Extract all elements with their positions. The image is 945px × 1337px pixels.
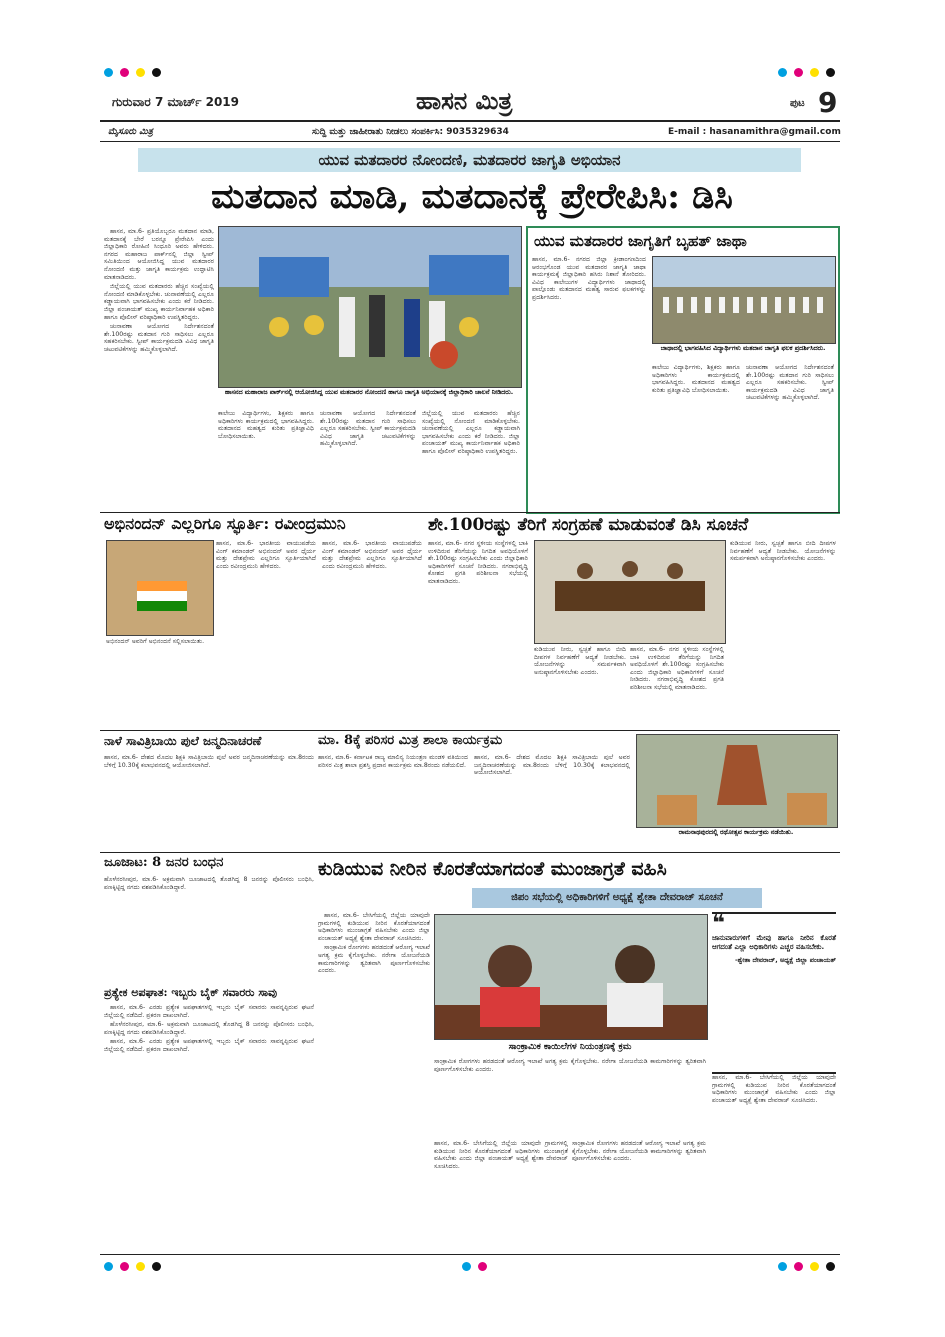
water-headline: ಕುಡಿಯುವ ನೀರಿನ ಕೊರತೆಯಾಗದಂತೆ ಮುಂಜಾಗ್ರತೆ ವಹಿಸಿ <box>318 858 667 880</box>
recovery-photo-scene <box>535 541 725 643</box>
school-col2: ಹಾಸನ, ಮಾ.6- ದೇಶದ ಮೊದಲ ಶಿಕ್ಷಕಿ ಸಾವಿತ್ರಿಬಾಯಿ ಪುಲೆ ಅವರ ಜನ್ಮದಿನಾಚರಣೆಯನ್ನು ಮಾ.8ರಂದು ಬೆಳಿಗ್ಗೆ 10.30ಕ್ಕೆ ಕಲಾಭವನದಲ್ಲಿ ಆಯೋಜಿಸಲಾಗಿದೆ. <box>474 754 630 777</box>
abhinandan-col3: ಹಾಸನ, ಮಾ.6- ಭಾರತೀಯ ವಾಯುಪಡೆಯ ವಿಂಗ್ ಕಮಾಂಡರ್ ಅಭಿನಂದನ್ ಅವರ ಧೈರ್ಯ ಮತ್ತು ದೇಶಪ್ರೇಮ ಎಲ್ಲರಿಗೂ ಸ್ಫೂರ್ತಿಯಾಗಿದೆ ಎಂದು ರವೀಂದ್ರಮುನಿ ಹೇಳಿದರು. <box>322 540 422 570</box>
recovery-col3: ಹಾಸನ, ಮಾ.6- ನಗರ ಸ್ಥಳೀಯ ಸಂಸ್ಥೆಗಳಲ್ಲಿ ಬಾಕಿ ಉಳಿದಿರುವ ತೆರಿಗೆಯನ್ನು ನಿಗದಿತ ಅವಧಿಯೊಳಗೆ ಶೇ.100ರಷ್ಟು ಸಂಗ್ರಹಿಸಬೇಕು ಎಂದು ಜಿಲ್ಲಾಧಿಕಾರಿ ಅಧಿಕಾರಿಗಳಿಗೆ ಸೂಚನೆ ನೀಡಿದರು. ನಗರಾಭಿವೃದ್ಧಿ ಕೋಶದ ಪ್ರಗತಿ ಪರಿಶೀಲನಾ ಸಭೆಯಲ್ಲಿ ಮಾತನಾಡಿದರು. <box>630 646 724 691</box>
quote-mark-icon: ❝ <box>712 911 725 936</box>
left-logo: ಮೈಸೂರು ಮಿತ್ರ <box>108 127 153 137</box>
lead-kicker-band <box>138 148 801 172</box>
recovery-col4: ಕುಡಿಯುವ ನೀರು, ಸ್ವಚ್ಛತೆ ಹಾಗೂ ಬೀದಿ ದೀಪಗಳ ನಿರ್ವಹಣೆಗೆ ಆದ್ಯತೆ ನೀಡಬೇಕು. ಯೋಜನೆಗಳನ್ನು ಸಮರ್ಪಕವಾಗಿ ಅನುಷ್ಠಾನಗೊಳಿಸಬೇಕು ಎಂದರು. <box>730 540 836 563</box>
water-below-photo: ಸಾಂಕ್ರಾಮಿಕ ರೋಗಗಳು ಹರಡದಂತೆ ಆರೋಗ್ಯ ಇಲಾಖೆ ಅಗತ್ಯ ಕ್ರಮ ಕೈಗೊಳ್ಳಬೇಕು. ನರೇಗಾ ಯೋಜನೆಯಡಿ ಕಾಮಗಾರಿಗಳನ್ನು ತ್ವರಿತವಾಗಿ ಪೂರ್ಣಗೊಳಿಸಬೇಕು ಎಂದರು. <box>434 1058 706 1073</box>
quote-by: -ಶ್ವೇತಾ ದೇವರಾಜ್, ಅಧ್ಯಕ್ಷೆ ಜಿಲ್ಲಾ ಪಂಚಾಯತ್ <box>734 956 836 964</box>
water-photo <box>434 914 708 1040</box>
school-headline: ಮಾ. 8ಕ್ಕೆ ಪರಿಸರ ಮಿತ್ರ ಶಾಲಾ ಕಾರ್ಯಕ್ರಮ <box>318 733 503 748</box>
abhinandan-col1: ಅಭಿನಂದನ್ ಅವರಿಗೆ ಅಭಿನಂದನೆ ಸಲ್ಲಿಸಲಾಯಿತು. <box>106 638 205 645</box>
contact-tagline: ಸುದ್ದಿ ಮತ್ತು ಜಾಹೀರಾತು ನೀಡಲು ಸಂಪರ್ಕಿಸಿ: 9035329634 <box>312 127 509 137</box>
lead-intro: ಹಾಸನ, ಮಾ.6- ಪ್ರತಿಯೊಬ್ಬರೂ ಮತದಾನ ಮಾಡಿ, ಮತದಾನಕ್ಕೆ ಬೇರೆ ಬರನ್ನೂ ಪ್ರೇರೇಪಿಸಿ ಎಂದು ಜಿಲ್ಲಾಧಿಕಾರಿ ರೋಹಿಣಿ ಸಿಂಧೂರಿ ಅವರು ಹೇಳಿದರು. ನಗರದ ಮಹಾರಾಜ ಪಾರ್ಕ್‌ನಲ್ಲಿ ಜಿಲ್ಲಾ ಸ್ವೀಪ್ ಸಮಿತಿಯಿಂದ ಆಯೋಜಿಸಿದ್ದ ಯುವ ಮತದಾರರ ನೋಂದಣಿ ಮತ್ತು ಜಾಗೃತಿ ಕಾರ್ಯಕ್ರಮ ಉದ್ಘಾಟಿಸಿ ಮಾತನಾಡಿದರು. ಜಿಲ್ಲೆಯಲ್ಲಿ ಯುವ ಮತದಾರರು ಹೆಚ್ಚಿನ ಸಂಖ್ಯೆಯಲ್ಲಿ ನೋಂದಣಿ ಮಾಡಿಕೊಳ್ಳಬೇಕು. ಚುನಾವಣೆಯಲ್ಲಿ ಎಲ್ಲರೂ ಕಡ್ಡಾಯವಾಗಿ ಭಾಗವಹಿಸಬೇಕು ಎಂದು ಕರೆ ನೀಡಿದರು. ಜಿಲ್ಲಾ ಪಂಚಾಯತ್ ಮುಖ್ಯ ಕಾರ್ಯನಿರ್ವಾಹಕ ಅಧಿಕಾರಿ ಹಾಗೂ ಪೊಲೀಸ್ ವರಿಷ್ಠಾಧಿಕಾರಿ ಉಪಸ್ಥಿತರಿದ್ದರು. ಚುನಾವಣಾ ಆಯೋಗದ ನಿರ್ದೇಶನದಂತೆ ಶೇ.100ರಷ್ಟು ಮತದಾನ ಗುರಿ ಸಾಧಿಸಲು ಎಲ್ಲರೂ ಸಹಕರಿಸಬೇಕು. ಸ್ವೀಪ್ ಕಾರ್ಯಕ್ರಮದಡಿ ವಿವಿಧ ಜಾಗೃತಿ ಚಟುವಟಿಕೆಗಳನ್ನು ಹಮ್ಮಿಕೊಳ್ಳಲಾಗಿದೆ. <box>104 228 214 353</box>
rally-box <box>526 226 840 514</box>
rally-col2: ಕಾಲೇಜು ವಿದ್ಯಾರ್ಥಿಗಳು, ಶಿಕ್ಷಕರು ಹಾಗೂ ಅಧಿಕಾರಿಗಳು ಕಾರ್ಯಕ್ರಮದಲ್ಲಿ ಭಾಗವಹಿಸಿದ್ದರು. ಮತದಾನದ ಮಹತ್ವದ ಕುರಿತು ಪ್ರತಿಜ್ಞಾವಿಧಿ ಬೋಧಿಸಲಾಯಿತು. <box>652 364 740 394</box>
recovery-col1: ಹಾಸನ, ಮಾ.6- ನಗರ ಸ್ಥಳೀಯ ಸಂಸ್ಥೆಗಳಲ್ಲಿ ಬಾಕಿ ಉಳಿದಿರುವ ತೆರಿಗೆಯನ್ನು ನಿಗದಿತ ಅವಧಿಯೊಳಗೆ ಶೇ.100ರಷ್ಟು ಸಂಗ್ರಹಿಸಬೇಕು ಎಂದು ಜಿಲ್ಲಾಧಿಕಾರಿ ಅಧಿಕಾರಿಗಳಿಗೆ ಸೂಚನೆ ನೀಡಿದರು. ನಗರಾಭಿವೃದ್ಧಿ ಕೋಶದ ಪ್ರಗತಿ ಪರಿಶೀಲನಾ ಸಭೆಯಲ್ಲಿ ಮಾತನಾಡಿದರು. <box>428 540 528 585</box>
quote-text: ಜಾನುವಾರುಗಳಿಗೆ ಮೇವು ಹಾಗೂ ನೀರಿನ ಕೊರತೆ ಆಗದಂತೆ ಎಲ್ಲಾ ಅಧಿಕಾರಿಗಳು ಎಚ್ಚರ ವಹಿಸಬೇಕು. <box>712 934 836 951</box>
abhinandan-photo-scene <box>107 541 213 635</box>
recovery-headline: ಶೇ.100ರಷ್ಟು ತೆರಿಗೆ ಸಂಗ್ರಹಣೆ ಮಾಡುವಂತೆ ಡಿಸಿ ಸೂಚನೆ <box>428 515 749 535</box>
abhinandan-headline: ಅಭಿನಂದನ್ ಎಲ್ಲರಿಗೂ ಸ್ಫೂರ್ತಿ: ರವೀಂದ್ರಮುನಿ <box>104 514 346 533</box>
lead-headline: ಮತದಾನ ಮಾಡಿ, ಮತದಾನಕ್ಕೆ ಪ್ರೇರೇಪಿಸಿ: ಡಿಸಿ <box>211 176 733 217</box>
lead-kicker: ಯುವ ಮತದಾರರ ನೋಂದಣಿ, ಮತದಾರರ ಜಾಗೃತಿ ಅಭಿಯಾನ <box>318 151 621 169</box>
lead-col2: ಕಾಲೇಜು ವಿದ್ಯಾರ್ಥಿಗಳು, ಶಿಕ್ಷಕರು ಹಾಗೂ ಅಧಿಕಾರಿಗಳು ಕಾರ್ಯಕ್ರಮದಲ್ಲಿ ಭಾಗವಹಿಸಿದ್ದರು. ಮತದಾನದ ಮಹತ್ವದ ಕುರಿತು ಪ್ರತಿಜ್ಞಾವಿಧಿ ಬೋಧಿಸಲಾಯಿತು. <box>218 410 314 440</box>
rally-body: ಹಾಸನ, ಮಾ.6- ನಗರದ ಜಿಲ್ಲಾ ಕ್ರೀಡಾಂಗಣದಿಂದ ಆರಂಭಗೊಂಡ ಯುವ ಮತದಾರರ ಜಾಗೃತಿ ಜಾಥಾ ಕಾರ್ಯಕ್ರಮಕ್ಕೆ ಜಿಲ್ಲಾಧಿಕಾರಿ ಹಸಿರು ನಿಶಾನೆ ತೋರಿದರು. ವಿವಿಧ ಕಾಲೇಜುಗಳ ವಿದ್ಯಾರ್ಥಿಗಳು ಜಾಥಾದಲ್ಲಿ ಪಾಲ್ಗೊಂಡು ಮತದಾನದ ಮಹತ್ವ ಸಾರುವ ಫಲಕಗಳನ್ನು ಪ್ರದರ್ಶಿಸಿದರು. <box>532 256 646 301</box>
water-col-b2: ಸಾಂಕ್ರಾಮಿಕ ರೋಗಗಳು ಹರಡದಂತೆ ಆರೋಗ್ಯ ಇಲಾಖೆ ಅಗತ್ಯ ಕ್ರಮ ಕೈಗೊಳ್ಳಬೇಕು. ನರೇಗಾ ಯೋಜನೆಯಡಿ ಕಾಮಗಾರಿಗಳನ್ನು ತ್ವರಿತವಾಗಿ ಪೂರ್ಣಗೊಳಿಸಬೇಕು ಎಂದರು. <box>572 1140 706 1163</box>
school-col1: ಹಾಸನ, ಮಾ.6- ಕರ್ನಾಟಕ ರಾಜ್ಯ ಮಾಲಿನ್ಯ ನಿಯಂತ್ರಣ ಮಂಡಳಿ ವತಿಯಿಂದ ಪರಿಸರ ಮಿತ್ರ ಶಾಲಾ ಪ್ರಶಸ್ತಿ ಪ್ರದಾನ ಕಾರ್ಯಕ್ರಮ ಮಾ.8ರಂದು ನಡೆಯಲಿದೆ. <box>318 754 468 769</box>
abhinandan-photo <box>106 540 214 636</box>
lead-col4: ಜಿಲ್ಲೆಯಲ್ಲಿ ಯುವ ಮತದಾರರು ಹೆಚ್ಚಿನ ಸಂಖ್ಯೆಯಲ್ಲಿ ನೋಂದಣಿ ಮಾಡಿಕೊಳ್ಳಬೇಕು. ಚುನಾವಣೆಯಲ್ಲಿ ಎಲ್ಲರೂ ಕಡ್ಡಾಯವಾಗಿ ಭಾಗವಹಿಸಬೇಕು ಎಂದು ಕರೆ ನೀಡಿದರು. ಜಿಲ್ಲಾ ಪಂಚಾಯತ್ ಮುಖ್ಯ ಕಾರ್ಯನಿರ್ವಾಹಕ ಅಧಿಕಾರಿ ಹಾಗೂ ಪೊಲೀಸ್ ವರಿಷ್ಠಾಧಿಕಾರಿ ಉಪಸ್ಥಿತರಿದ್ದರು. <box>422 410 520 455</box>
accident-headline: ಪ್ರತ್ಯೇಕ ಅಪಘಾತ: ಇಬ್ಬರು ಬೈಕ್ ಸವಾರರು ಸಾವು <box>104 986 278 999</box>
page-number: 9 <box>818 86 838 119</box>
gambling-body: ಹೊಳೆನರಸೀಪುರ, ಮಾ.6- ಅಕ್ರಮವಾಗಿ ಜೂಜಾಟದಲ್ಲಿ ತೊಡಗಿದ್ದ 8 ಜನರನ್ನು ಪೊಲೀಸರು ಬಂಧಿಸಿ, ಪಣಕ್ಕಿಟ್ಟಿದ್ದ ನಗದು ವಶಪಡಿಸಿಕೊಂಡಿದ್ದಾರೆ. <box>104 876 314 891</box>
rally-photo <box>652 256 836 344</box>
chariot-caption: ರಾಮನಾಥಪುರದಲ್ಲಿ ರಥೋತ್ಸವ ಕಾರ್ಯಕ್ರಮ ನಡೆಯಿತು. <box>678 828 794 836</box>
abhinandan-col2: ಹಾಸನ, ಮಾ.6- ಭಾರತೀಯ ವಾಯುಪಡೆಯ ವಿಂಗ್ ಕಮಾಂಡರ್ ಅಭಿನಂದನ್ ಅವರ ಧೈರ್ಯ ಮತ್ತು ದೇಶಪ್ರೇಮ ಎಲ್ಲರಿಗೂ ಸ್ಫೂರ್ತಿಯಾಗಿದೆ ಎಂದು ರವೀಂದ್ರಮುನಿ ಹೇಳಿದರು. <box>216 540 316 570</box>
water-col-b1: ಹಾಸನ, ಮಾ.6- ಬೇಸಿಗೆಯಲ್ಲಿ ಜಿಲ್ಲೆಯ ಯಾವುದೇ ಗ್ರಾಮಗಳಲ್ಲಿ ಕುಡಿಯುವ ನೀರಿನ ಕೊರತೆಯಾಗದಂತೆ ಅಧಿಕಾರಿಗಳು ಮುಂಜಾಗ್ರತೆ ವಹಿಸಬೇಕು ಎಂದು ಜಿಲ್ಲಾ ಪಂಚಾಯತ್ ಅಧ್ಯಕ್ಷೆ ಶ್ವೇತಾ ದೇವರಾಜ್ ಸೂಚಿಸಿದರು. <box>434 1140 568 1170</box>
gambling-headline: ಜೂಜಾಟ: 8 ಜನರ ಬಂಧನ <box>104 855 224 870</box>
water-subhead: ಜಿಪಂ ಸಭೆಯಲ್ಲಿ ಅಧಿಕಾರಿಗಳಿಗೆ ಅಧ್ಯಕ್ಷೆ ಶ್ವೇತಾ ದೇವರಾಜ್ ಸೂಚನೆ <box>472 888 762 908</box>
lead-col3: ಚುನಾವಣಾ ಆಯೋಗದ ನಿರ್ದೇಶನದಂತೆ ಶೇ.100ರಷ್ಟು ಮತದಾನ ಗುರಿ ಸಾಧಿಸಲು ಎಲ್ಲರೂ ಸಹಕರಿಸಬೇಕು. ಸ್ವೀಪ್ ಕಾರ್ಯಕ್ರಮದಡಿ ವಿವಿಧ ಜಾಗೃತಿ ಚಟುವಟಿಕೆಗಳನ್ನು ಹಮ್ಮಿಕೊಳ್ಳಲಾಗಿದೆ. <box>320 410 416 448</box>
issue-date: ಗುರುವಾರ 7 ಮಾರ್ಚ್ 2019 <box>112 95 239 109</box>
rally-col3: ಚುನಾವಣಾ ಆಯೋಗದ ನಿರ್ದೇಶನದಂತೆ ಶೇ.100ರಷ್ಟು ಮತದಾನ ಗುರಿ ಸಾಧಿಸಲು ಎಲ್ಲರೂ ಸಹಕರಿಸಬೇಕು. ಸ್ವೀಪ್ ಕಾರ್ಯಕ್ರಮದಡಿ ವಿವಿಧ ಜಾಗೃತಿ ಚಟುವಟಿಕೆಗಳನ್ನು ಹಮ್ಮಿಕೊಳ್ಳಲಾಗಿದೆ. <box>746 364 834 402</box>
newspaper-title: ಹಾಸನ ಮಿತ್ರ <box>416 86 513 115</box>
accident-body: ಹಾಸನ, ಮಾ.6- ಎರಡು ಪ್ರತ್ಯೇಕ ಅಪಘಾತಗಳಲ್ಲಿ ಇಬ್ಬರು ಬೈಕ್ ಸವಾರರು ಸಾವನ್ನಪ್ಪಿರುವ ಘಟನೆ ಜಿಲ್ಲೆಯಲ್ಲಿ ನಡೆದಿದೆ. ಪ್ರಕರಣ ದಾಖಲಾಗಿದೆ. ಹೊಳೆನರಸೀಪುರ, ಮಾ.6- ಅಕ್ರಮವಾಗಿ ಜೂಜಾಟದಲ್ಲಿ ತೊಡಗಿದ್ದ 8 ಜನರನ್ನು ಪೊಲೀಸರು ಬಂಧಿಸಿ, ಪಣಕ್ಕಿಟ್ಟಿದ್ದ ನಗದು ವಶಪಡಿಸಿಕೊಂಡಿದ್ದಾರೆ. ಹಾಸನ, ಮಾ.6- ಎರಡು ಪ್ರತ್ಯೇಕ ಅಪಘಾತಗಳಲ್ಲಿ ಇಬ್ಬರು ಬೈಕ್ ಸವಾರರು ಸಾವನ್ನಪ್ಪಿರುವ ಘಟನೆ ಜಿಲ್ಲೆಯಲ್ಲಿ ನಡೆದಿದೆ. ಪ್ರಕರಣ ದಾಖಲಾಗಿದೆ. <box>104 1004 314 1053</box>
chariot-photo <box>636 734 838 828</box>
savitribai-headline: ನಾಳೆ ಸಾವಿತ್ರಿಬಾಯಿ ಪುಲೆ ಜನ್ಮದಿನಾಚರಣೆ <box>104 734 262 748</box>
recovery-photo <box>534 540 726 644</box>
rally-headline: ಯುವ ಮತದಾರರ ಜಾಗೃತಿಗೆ ಬೃಹತ್ ಜಾಥಾ <box>534 232 747 250</box>
rally-photo-scene <box>653 257 835 343</box>
lead-photo-scene <box>219 227 521 387</box>
email: E-mail : hasanamithra@gmail.com <box>668 127 841 137</box>
savitribai-body: ಹಾಸನ, ಮಾ.6- ದೇಶದ ಮೊದಲ ಶಿಕ್ಷಕಿ ಸಾವಿತ್ರಿಬಾಯಿ ಪುಲೆ ಅವರ ಜನ್ಮದಿನಾಚರಣೆಯನ್ನು ಮಾ.8ರಂದು ಬೆಳಿಗ್ಗೆ 10.30ಕ್ಕೆ ಕಲಾಭವನದಲ್ಲಿ ಆಯೋಜಿಸಲಾಗಿದೆ. <box>104 754 314 769</box>
water-col1: ಹಾಸನ, ಮಾ.6- ಬೇಸಿಗೆಯಲ್ಲಿ ಜಿಲ್ಲೆಯ ಯಾವುದೇ ಗ್ರಾಮಗಳಲ್ಲಿ ಕುಡಿಯುವ ನೀರಿನ ಕೊರತೆಯಾಗದಂತೆ ಅಧಿಕಾರಿಗಳು ಮುಂಜಾಗ್ರತೆ ವಹಿಸಬೇಕು ಎಂದು ಜಿಲ್ಲಾ ಪಂಚಾಯತ್ ಅಧ್ಯಕ್ಷೆ ಶ್ವೇತಾ ದೇವರಾಜ್ ಸೂಚಿಸಿದರು. ಸಾಂಕ್ರಾಮಿಕ ರೋಗಗಳು ಹರಡದಂತೆ ಆರೋಗ್ಯ ಇಲಾಖೆ ಅಗತ್ಯ ಕ್ರಮ ಕೈಗೊಳ್ಳಬೇಕು. ನರೇಗಾ ಯೋಜನೆಯಡಿ ಕಾಮಗಾರಿಗಳನ್ನು ತ್ವರಿತವಾಗಿ ಪೂರ್ಣಗೊಳಿಸಬೇಕು ಎಂದರು. <box>318 912 430 975</box>
quote-box <box>712 912 836 1074</box>
water-col-right: ಹಾಸನ, ಮಾ.6- ಬೇಸಿಗೆಯಲ್ಲಿ ಜಿಲ್ಲೆಯ ಯಾವುದೇ ಗ್ರಾಮಗಳಲ್ಲಿ ಕುಡಿಯುವ ನೀರಿನ ಕೊರತೆಯಾಗದಂತೆ ಅಧಿಕಾರಿಗಳು ಮುಂಜಾಗ್ರತೆ ವಹಿಸಬೇಕು ಎಂದು ಜಿಲ್ಲಾ ಪಂಚಾಯತ್ ಅಧ್ಯಕ್ಷೆ ಶ್ವೇತಾ ದೇವರಾಜ್ ಸೂಚಿಸಿದರು. <box>712 1074 836 1104</box>
recovery-col2: ಕುಡಿಯುವ ನೀರು, ಸ್ವಚ್ಛತೆ ಹಾಗೂ ಬೀದಿ ದೀಪಗಳ ನಿರ್ವಹಣೆಗೆ ಆದ್ಯತೆ ನೀಡಬೇಕು. ಯೋಜನೆಗಳನ್ನು ಸಮರ್ಪಕವಾಗಿ ಅನುಷ್ಠಾನಗೊಳಿಸಬೇಕು ಎಂದರು. <box>534 646 626 676</box>
rally-caption: ಜಾಥಾದಲ್ಲಿ ಭಾಗವಹಿಸಿದ ವಿದ್ಯಾರ್ಥಿಗಳು ಮತದಾನ ಜಾಗೃತಿ ಫಲಕ ಪ್ರದರ್ಶಿಸಿದರು. <box>660 344 826 352</box>
chariot-photo-scene <box>637 735 837 827</box>
water-photo-scene <box>435 915 707 1039</box>
lead-photo-caption: ಹಾಸನದ ಮಹಾರಾಜ ಪಾರ್ಕ್‌ನಲ್ಲಿ ಆಯೋಜಿಸಿದ್ದ ಯುವ ಮತದಾರರ ನೋಂದಣಿ ಹಾಗೂ ಜಾಗೃತಿ ಅಭಿಯಾನಕ್ಕೆ ಜಿಲ್ಲಾಧಿಕಾರಿ ಚಾಲನೆ ನೀಡಿದರು. <box>224 388 514 396</box>
lead-photo <box>218 226 522 388</box>
page-label: ಪುಟ <box>790 98 805 109</box>
water-photo-caption: ಸಾಂಕ್ರಾಮಿಕ ಕಾಯಿಲೆಗಳ ನಿಯಂತ್ರಣಕ್ಕೆ ಕ್ರಮ <box>508 1042 632 1052</box>
